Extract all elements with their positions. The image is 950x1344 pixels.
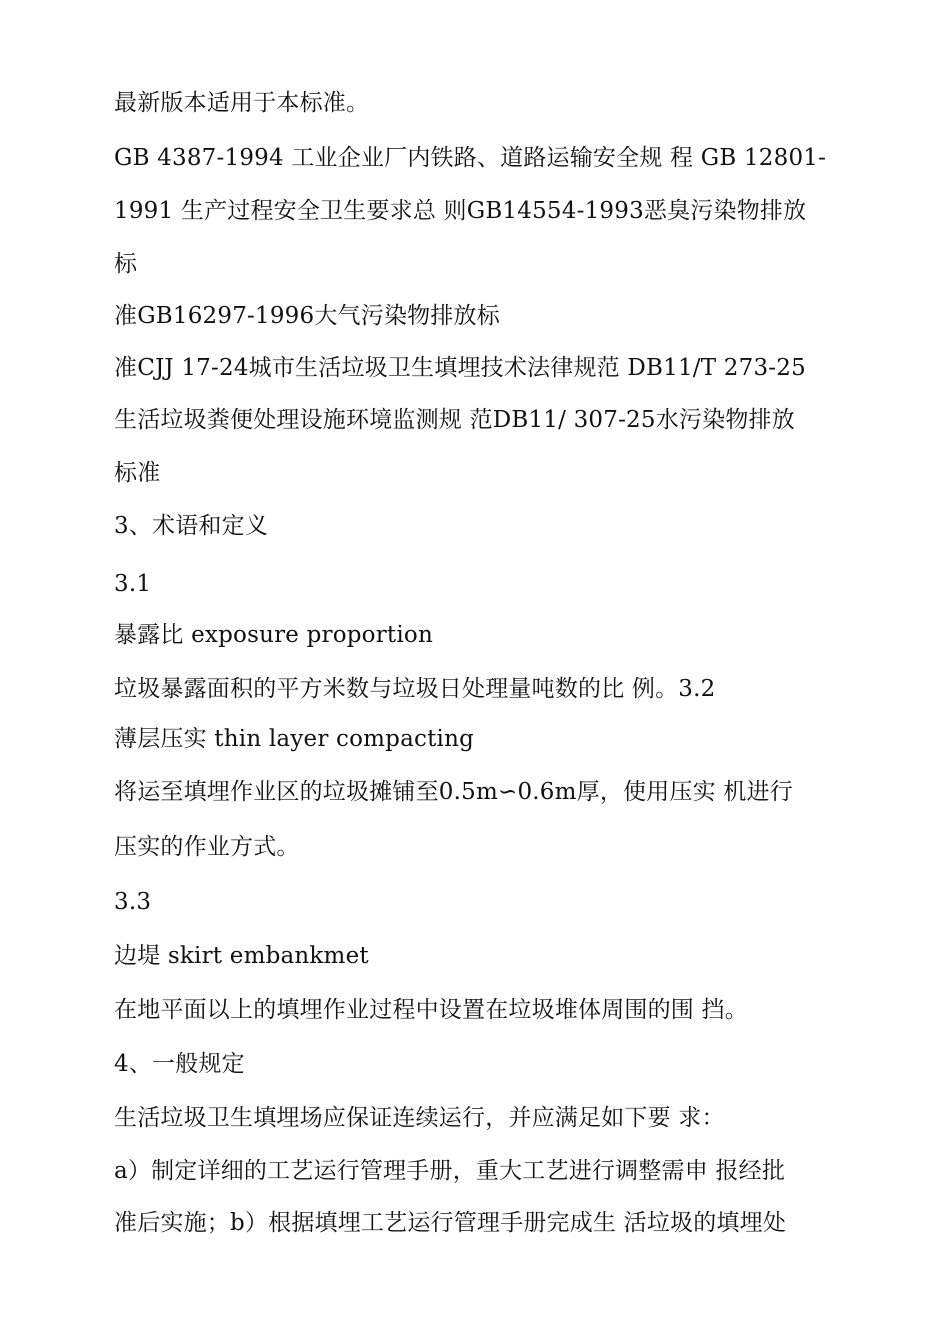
text-line: 准GB16297-1996大气污染物排放标 bbox=[114, 303, 500, 329]
term-title: 薄层压实 thin layer compacting bbox=[114, 726, 475, 752]
text-line: 生活垃圾卫生填埋场应保证连续运行，并应满足如下要 求： bbox=[114, 1105, 725, 1131]
section-heading: 4、一般规定 bbox=[114, 1051, 245, 1077]
section-number: 3.3 bbox=[114, 889, 152, 915]
text-line: 将运至填埋作业区的垃圾摊铺至0.5m∽0.6m厚，使用压实 机进行 bbox=[114, 779, 793, 805]
text-line: a）制定详细的工艺运行管理手册，重大工艺进行调整需申 报经批 bbox=[114, 1158, 786, 1184]
term-title: 边堤 skirt embankmet bbox=[114, 943, 369, 969]
text-line: 准CJJ 17-24城市生活垃圾卫生填埋技术法律规范 DB11/T 273-25 bbox=[114, 355, 806, 381]
text-line: 压实的作业方式。 bbox=[114, 834, 300, 860]
text-line: 生活垃圾粪便处理设施环境监测规 范DB11/ 307-25水污染物排放 bbox=[114, 407, 795, 433]
text-line: 垃圾暴露面积的平方米数与垃圾日处理量吨数的比 例。3.2 bbox=[114, 676, 716, 702]
text-line: 最新版本适用于本标准。 bbox=[114, 90, 370, 116]
text-line: GB 4387-1994 工业企业厂内铁路、道路运输安全规 程 GB 12801- bbox=[114, 145, 827, 171]
section-heading: 3、术语和定义 bbox=[114, 513, 269, 539]
text-line: 标准 bbox=[114, 460, 161, 486]
text-line: 标 bbox=[114, 251, 138, 277]
section-number: 3.1 bbox=[114, 571, 152, 597]
text-line: 在地平面以上的填埋作业过程中设置在垃圾堆体周围的围 挡。 bbox=[114, 997, 748, 1023]
term-title: 暴露比 exposure proportion bbox=[114, 622, 433, 648]
text-line: 1991 生产过程安全卫生要求总 则GB14554-1993恶臭污染物排放 bbox=[114, 198, 807, 224]
text-line: 准后实施；b）根据填埋工艺运行管理手册完成生 活垃圾的填埋处 bbox=[114, 1210, 787, 1236]
